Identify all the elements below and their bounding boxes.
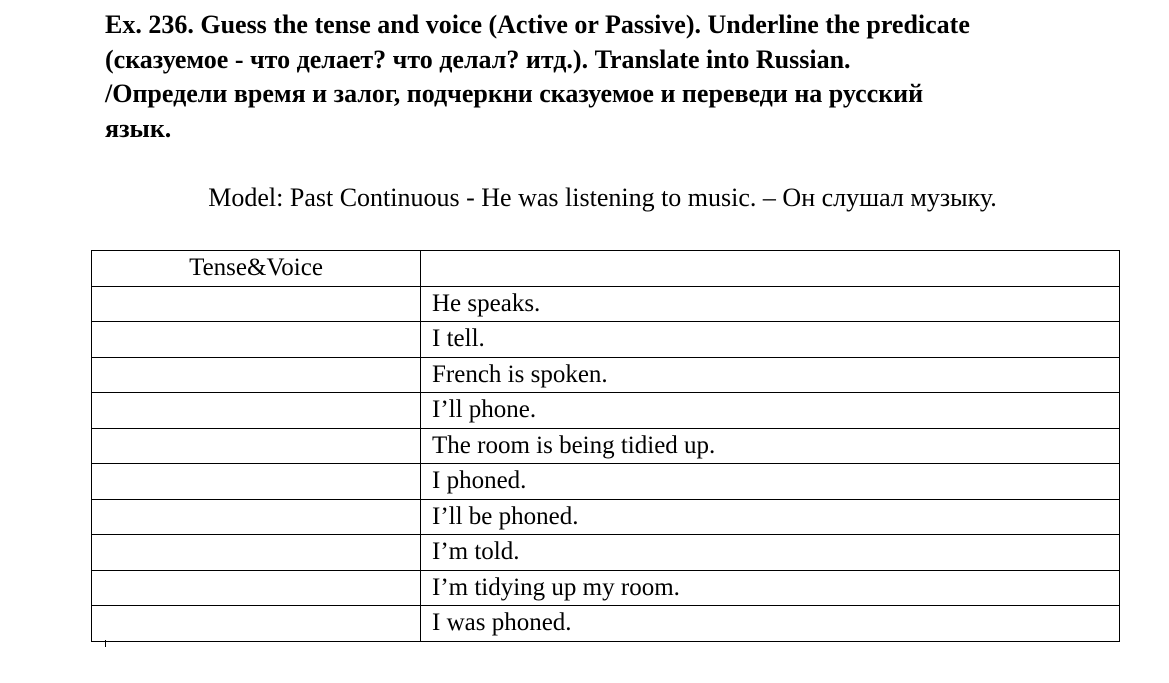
table-row	[92, 286, 1120, 322]
table-header-row	[92, 251, 1120, 287]
sentence-cell: I tell.	[421, 322, 1120, 358]
header-sentence	[421, 251, 1120, 287]
tense-voice-cell[interactable]	[92, 322, 421, 358]
sentence-cell: I’m tidying up my room.	[421, 570, 1120, 606]
instruction-line-1: Ex. 236. Guess the tense and voice (Active or Passive). Underline the predicate	[105, 10, 970, 39]
sentence-cell: I’ll phone.	[421, 393, 1120, 429]
tense-voice-cell[interactable]	[92, 606, 421, 642]
table-row	[92, 357, 1120, 393]
tense-voice-cell[interactable]	[92, 428, 421, 464]
tense-voice-cell[interactable]	[92, 499, 421, 535]
sentence-cell: He speaks.	[421, 286, 1120, 322]
exercise-instructions	[105, 8, 1105, 146]
sentence-cell: I’m told.	[421, 535, 1120, 571]
sentence-cell: I was phoned.	[421, 606, 1120, 642]
table-row	[92, 499, 1120, 535]
page-mark	[105, 640, 106, 647]
tense-voice-cell[interactable]	[92, 393, 421, 429]
sentence-cell: The room is being tidied up.	[421, 428, 1120, 464]
exercise-table	[91, 250, 1120, 642]
sentence-cell: I phoned.	[421, 464, 1120, 500]
table-row	[92, 322, 1120, 358]
table-row	[92, 606, 1120, 642]
instruction-line-3: /Определи время и залог, подчеркни сказуемое и переведи на русский	[105, 79, 924, 108]
tense-voice-cell[interactable]	[92, 357, 421, 393]
model-example: Model: Past Continuous - He was listening to music. – Он слушал музыку.	[208, 183, 997, 212]
table-row	[92, 428, 1120, 464]
table-row	[92, 464, 1120, 500]
tense-voice-cell[interactable]	[92, 464, 421, 500]
sentence-cell: French is spoken.	[421, 357, 1120, 393]
tense-voice-cell[interactable]	[92, 570, 421, 606]
table-row	[92, 570, 1120, 606]
tense-voice-cell[interactable]	[92, 286, 421, 322]
table-row	[92, 393, 1120, 429]
instruction-line-2: (сказуемое - что делает? что делал? итд.). Translate into Russian.	[105, 44, 851, 74]
table-row	[92, 535, 1120, 571]
tense-voice-cell[interactable]	[92, 535, 421, 571]
sentence-cell: I’ll be phoned.	[421, 499, 1120, 535]
header-tense-voice: Tense&Voice	[92, 251, 421, 287]
instruction-line-4: язык.	[105, 113, 172, 143]
